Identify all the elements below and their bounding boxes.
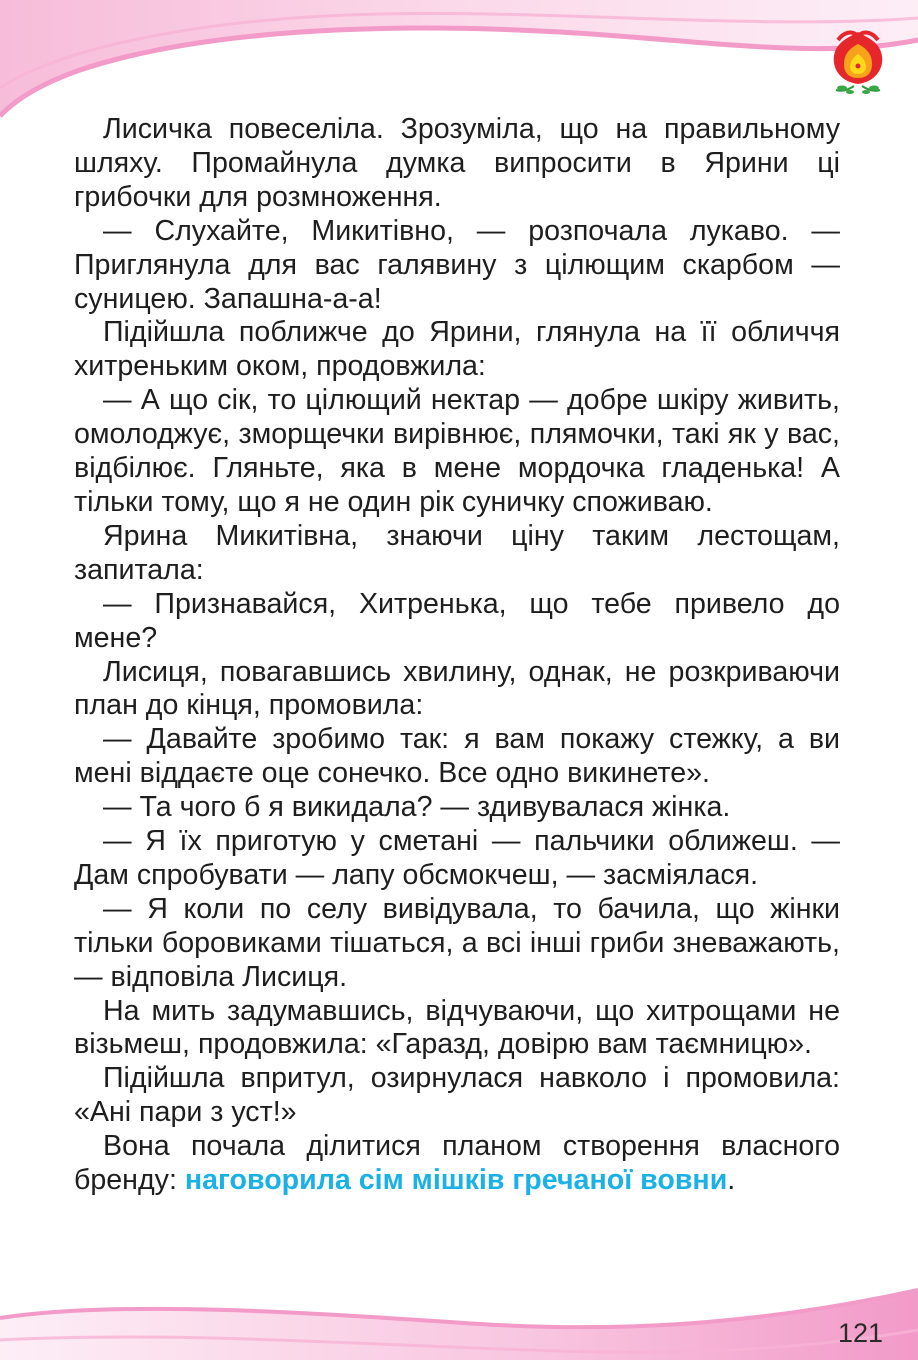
last-paragraph-end: . — [727, 1164, 736, 1197]
highlighted-phrase: наговорила сім мішків гречаної вовни — [184, 1164, 728, 1197]
paragraph: — Та чого б я викидала? — здивувалася жінка. — [103, 791, 731, 824]
last-paragraph-text: Вона почала ділитися планом створення власного бренду: — [74, 1130, 840, 1197]
paragraph: — А що сік, то цілющий нектар — добре шкіру живить, омолоджує, зморщечки вирівнює, плямочки, такі як у вас, відбілює. Гляньте, яка в мене мордочка гладенька! А тільки тому, що я не один рік суничку споживаю. — [74, 384, 840, 518]
paragraph: Лисиця, повагавшись хвилину, однак, не розкриваючи план до кінця, промовила: — [74, 655, 840, 722]
paragraph: — Признавайся, Хитренька, що тебе привело до мене? — [74, 587, 840, 654]
paragraph: — Слухайте, Микитівно, — розпочала лукаво. — Приглянула для вас галявину з цілющим скарбом — суницею. Запашна-а-а! — [74, 214, 840, 315]
paragraph: Лисичка повеселіла. Зрозуміла, що на правильному шляху. Промайнула думка випросити в Ярини ці грибочки для розмноження. — [74, 113, 840, 213]
top-wave — [0, 0, 918, 116]
paragraph: Підійшла впритул, озирнулася навколо і промовила: «Ані пари з уст!» — [74, 1062, 840, 1129]
paragraph: Ярина Микитівна, знаючи ціну таким лестощам, запитала: — [74, 519, 840, 586]
bottom-wave — [0, 1290, 918, 1360]
paragraph: — Я їх приготую у сметані — пальчики оближеш. — Дам спробувати — лапу обсмокчеш, — засміялася. — [74, 825, 840, 891]
paragraph: Підійшла поближче до Ярини, глянула на її обличчя хитреньким оком, продовжила: — [74, 316, 840, 383]
story-text — [74, 113, 840, 1198]
paragraph: — Я коли по селу вивідувала, то бачила, що жінки тільки боровиками тішаться, а всі інші гриби зневажають, — відповіла Лисиця. — [74, 892, 840, 993]
paragraph: На мить задумавшись, відчуваючи, що хитрощами не візьмеш, продовжила: «Гаразд, довірю вам таємницю». — [74, 994, 840, 1061]
last-paragraph — [74, 1130, 840, 1198]
paragraph: — Давайте зробимо так: я вам покажу стежку, а ви мені віддаєте оце сонечко. Все одно викинете». — [74, 723, 840, 790]
page-number: 121 — [838, 1318, 884, 1348]
